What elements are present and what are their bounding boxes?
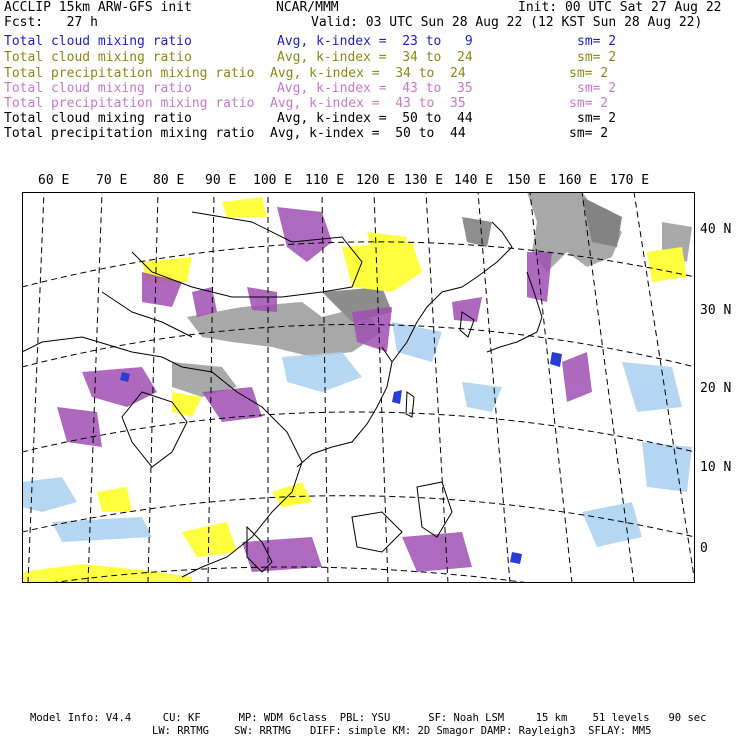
field-avg-2: Avg, k-index = 34 to 24 [277,50,473,65]
valid-time: Valid: 03 UTC Sun 28 Aug 22 (12 KST Sun 28 Aug 22) [311,15,703,30]
model-info-line2: LW: RRTMG SW: RRTMG DIFF: simple KM: 2D Smagor DAMP: Rayleigh3 SFLAY: MM5 [152,725,652,737]
field-name-3: Total precipitation mixing ratio [4,66,255,81]
lon-label-130e: 130 E [404,173,444,188]
map-panel [22,192,695,583]
field-name-4: Total cloud mixing ratio [4,81,192,96]
lat-label-0: 0 [700,541,708,556]
lon-label-90e: 90 E [205,173,237,188]
field-name-5: Total precipitation mixing ratio [4,96,255,111]
lon-label-170e: 170 E [610,173,650,188]
lon-label-60e: 60 E [38,173,70,188]
lon-label-160e: 160 E [558,173,598,188]
field-sm-7: sm= 2 [569,126,609,141]
init-time: Init: 00 UTC Sat 27 Aug 22 [518,0,722,15]
center-label: NCAR/MMM [276,0,339,15]
field-avg-1: Avg, k-index = 23 to 9 [277,34,473,49]
field-name-7: Total precipitation mixing ratio [4,126,255,141]
field-avg-4: Avg, k-index = 43 to 35 [277,81,473,96]
field-sm-3: sm= 2 [569,66,609,81]
lat-label-30n: 30 N [700,303,732,318]
model-title: ACCLIP 15km ARW-GFS init [4,0,192,15]
forecast-hour: Fcst: 27 h [4,15,98,30]
field-name-6: Total cloud mixing ratio [4,111,192,126]
field-sm-2: sm= 2 [577,50,617,65]
field-avg-3: Avg, k-index = 34 to 24 [270,66,466,81]
field-avg-7: Avg, k-index = 50 to 44 [270,126,466,141]
lon-label-70e: 70 E [96,173,128,188]
field-name-2: Total cloud mixing ratio [4,50,192,65]
field-sm-1: sm= 2 [577,34,617,49]
model-info-line1: Model Info: V4.4 CU: KF MP: WDM 6class PBL: YSU SF: Noah LSM 15 km 51 levels 90 sec [30,712,707,724]
field-avg-5: Avg, k-index = 43 to 35 [270,96,466,111]
lon-label-140e: 140 E [454,173,494,188]
lon-label-150e: 150 E [507,173,547,188]
field-name-1: Total cloud mixing ratio [4,34,192,49]
lon-label-110e: 110 E [305,173,345,188]
field-sm-5: sm= 2 [569,96,609,111]
field-sm-4: sm= 2 [577,81,617,96]
field-avg-6: Avg, k-index = 50 to 44 [277,111,473,126]
lat-label-40n: 40 N [700,222,732,237]
field-sm-6: sm= 2 [577,111,617,126]
lat-label-10n: 10 N [700,460,732,475]
lat-label-20n: 20 N [700,381,732,396]
lon-label-100e: 100 E [253,173,293,188]
lon-label-120e: 120 E [356,173,396,188]
lon-label-80e: 80 E [153,173,185,188]
